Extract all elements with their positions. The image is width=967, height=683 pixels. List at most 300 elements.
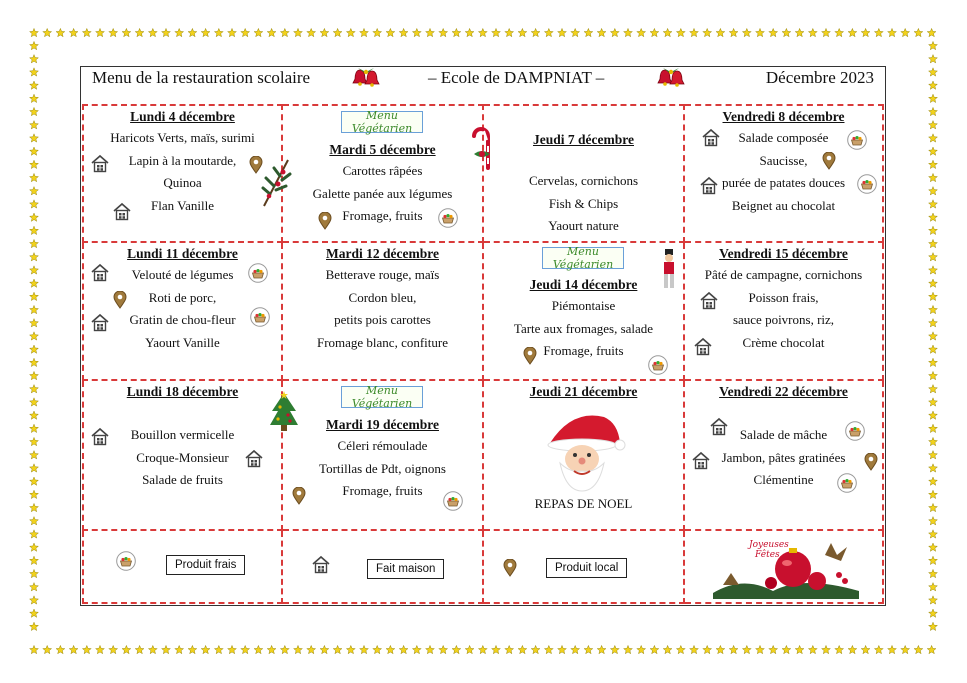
star-icon bbox=[412, 28, 421, 36]
star-icon bbox=[531, 645, 540, 653]
star-icon bbox=[505, 28, 514, 36]
star-icon bbox=[254, 645, 263, 653]
star-icon bbox=[729, 645, 738, 653]
star-icon bbox=[782, 645, 791, 653]
star-icon bbox=[30, 411, 39, 419]
menu-item: Yaourt nature bbox=[548, 218, 619, 233]
cell-vendredi-15 bbox=[685, 243, 884, 381]
star-icon bbox=[30, 477, 39, 485]
star-icon bbox=[307, 645, 316, 653]
star-icon bbox=[929, 41, 938, 49]
menu-item: Fish & Chips bbox=[548, 195, 619, 211]
star-icon bbox=[650, 28, 659, 36]
candy-cane-icon bbox=[466, 124, 504, 172]
greeting-cell bbox=[685, 531, 884, 604]
star-icon bbox=[175, 645, 184, 653]
menu-item: Saucisse, bbox=[759, 152, 808, 168]
star-icon bbox=[637, 28, 646, 36]
star-icon bbox=[703, 28, 712, 36]
star-icon bbox=[929, 200, 938, 208]
menu-item: Fromage, fruits bbox=[342, 208, 423, 223]
star-icon bbox=[294, 28, 303, 36]
star-icon bbox=[30, 41, 39, 49]
menu-item: Fromage, fruits bbox=[543, 343, 624, 358]
day-title: Mardi 5 décembre bbox=[329, 142, 436, 157]
location-pin-icon bbox=[821, 152, 837, 170]
menu-item: Céleri rémoulade bbox=[337, 438, 428, 453]
star-icon bbox=[929, 187, 938, 195]
menu-item: Beignet au chocolat bbox=[731, 197, 836, 213]
star-icon bbox=[624, 645, 633, 653]
star-icon bbox=[56, 645, 65, 653]
legend-local-label: Produit local bbox=[546, 558, 627, 578]
star-icon bbox=[929, 451, 938, 459]
star-icon bbox=[808, 28, 817, 36]
star-icon bbox=[929, 345, 938, 353]
house-icon bbox=[701, 128, 721, 148]
star-icon bbox=[30, 490, 39, 498]
star-icon bbox=[610, 28, 619, 36]
menu-item: Poisson frais, bbox=[748, 289, 819, 305]
menu-item: Cervelas, cornichons bbox=[528, 173, 639, 188]
menu-item: Tortillas de Pdt, oignons bbox=[319, 460, 446, 476]
star-icon bbox=[30, 622, 39, 630]
basket-icon bbox=[648, 355, 668, 375]
day-title: Lundi 18 décembre bbox=[126, 384, 239, 399]
menu-item: Galette panée aux légumes bbox=[312, 185, 453, 201]
star-icon bbox=[929, 477, 938, 485]
menu-item: Betterave rouge, maïs bbox=[325, 267, 440, 282]
star-icon bbox=[30, 121, 39, 129]
star-icon bbox=[267, 645, 276, 653]
house-icon bbox=[112, 202, 132, 222]
star-icon bbox=[241, 645, 250, 653]
star-icon bbox=[703, 645, 712, 653]
house-icon bbox=[699, 291, 719, 311]
star-icon bbox=[30, 609, 39, 617]
star-icon bbox=[929, 556, 938, 564]
star-icon bbox=[43, 645, 52, 653]
star-icon bbox=[465, 28, 474, 36]
star-icon bbox=[690, 645, 699, 653]
star-icon bbox=[929, 411, 938, 419]
day-title: Mardi 12 décembre bbox=[326, 246, 439, 261]
star-icon bbox=[30, 160, 39, 168]
star-icon bbox=[30, 279, 39, 287]
star-icon bbox=[584, 645, 593, 653]
menu-item: Salade de fruits bbox=[142, 472, 223, 487]
menu-item: Fromage blanc, confiture bbox=[316, 334, 449, 350]
star-icon bbox=[929, 94, 938, 102]
star-icon bbox=[929, 226, 938, 234]
star-icon bbox=[320, 645, 329, 653]
house-icon bbox=[699, 176, 719, 196]
star-icon bbox=[929, 319, 938, 327]
basket-icon bbox=[443, 491, 463, 511]
star-icon bbox=[135, 28, 144, 36]
cell-lundi-11 bbox=[82, 243, 283, 381]
star-icon bbox=[30, 596, 39, 604]
star-icon bbox=[518, 28, 527, 36]
star-icon bbox=[201, 28, 210, 36]
location-pin-icon bbox=[522, 347, 538, 365]
star-icon bbox=[30, 266, 39, 274]
star-icon bbox=[228, 28, 237, 36]
star-icon bbox=[162, 645, 171, 653]
star-icon bbox=[360, 28, 369, 36]
star-icon bbox=[30, 345, 39, 353]
legend-fresh bbox=[82, 531, 283, 604]
greeting-line-1: Joyeuses bbox=[749, 540, 789, 550]
location-pin-icon bbox=[863, 453, 879, 471]
star-icon bbox=[929, 279, 938, 287]
star-icon bbox=[69, 28, 78, 36]
house-icon bbox=[693, 337, 713, 357]
star-icon bbox=[135, 645, 144, 653]
star-icon bbox=[676, 28, 685, 36]
star-icon bbox=[426, 28, 435, 36]
menu-item: Jambon, pâtes gratinées bbox=[721, 449, 846, 465]
menu-header bbox=[80, 66, 886, 102]
day-title: Jeudi 14 décembre bbox=[529, 277, 638, 292]
menu-item: Croque-Monsieur bbox=[136, 449, 229, 465]
star-icon bbox=[214, 28, 223, 36]
star-icon bbox=[929, 332, 938, 340]
star-icon bbox=[30, 583, 39, 591]
menu-item: purée de patates douces bbox=[721, 175, 846, 190]
menu-item: Yaourt Vanille bbox=[145, 334, 220, 350]
star-icon bbox=[30, 253, 39, 261]
star-icon bbox=[465, 645, 474, 653]
menu-item: Velouté de légumes bbox=[131, 267, 234, 282]
star-icon bbox=[320, 28, 329, 36]
star-icon bbox=[30, 213, 39, 221]
day-title: Jeudi 7 décembre bbox=[533, 132, 634, 147]
star-icon bbox=[782, 28, 791, 36]
star-icon bbox=[452, 28, 461, 36]
star-icon bbox=[929, 107, 938, 115]
star-icon bbox=[82, 28, 91, 36]
star-icon bbox=[795, 645, 804, 653]
star-icon bbox=[30, 94, 39, 102]
star-icon bbox=[929, 292, 938, 300]
star-icon bbox=[373, 28, 382, 36]
star-icon bbox=[874, 645, 883, 653]
star-icon bbox=[30, 332, 39, 340]
star-icon bbox=[122, 645, 131, 653]
star-icon bbox=[96, 28, 105, 36]
cell-vendredi-8 bbox=[685, 104, 884, 243]
star-icon bbox=[901, 645, 910, 653]
cell-jeudi-7 bbox=[484, 104, 685, 243]
star-icon bbox=[929, 569, 938, 577]
day-title: Vendredi 8 décembre bbox=[722, 109, 845, 124]
star-icon bbox=[30, 28, 39, 36]
basket-icon bbox=[837, 473, 857, 493]
menu-item: Haricots Verts, maïs, surimi bbox=[110, 130, 255, 145]
star-icon bbox=[426, 645, 435, 653]
star-icon bbox=[888, 645, 897, 653]
star-icon bbox=[109, 645, 118, 653]
star-icon bbox=[929, 385, 938, 393]
star-icon bbox=[478, 645, 487, 653]
star-icon bbox=[30, 645, 39, 653]
star-icon bbox=[756, 645, 765, 653]
star-icon bbox=[929, 622, 938, 630]
star-icon bbox=[929, 530, 938, 538]
star-icon bbox=[518, 645, 527, 653]
star-icon bbox=[30, 107, 39, 115]
star-icon bbox=[929, 583, 938, 591]
star-icon bbox=[399, 645, 408, 653]
star-icon bbox=[56, 28, 65, 36]
star-icon bbox=[346, 28, 355, 36]
star-icon bbox=[30, 147, 39, 155]
star-icon bbox=[399, 28, 408, 36]
day-title: Lundi 11 décembre bbox=[127, 246, 238, 261]
star-icon bbox=[30, 556, 39, 564]
star-icon bbox=[82, 645, 91, 653]
star-icon bbox=[929, 358, 938, 366]
vegetarian-badge: Menu Végétarien bbox=[341, 111, 423, 133]
star-icon bbox=[30, 424, 39, 432]
star-icon bbox=[822, 28, 831, 36]
house-icon bbox=[244, 449, 264, 469]
star-icon bbox=[280, 28, 289, 36]
legend-local bbox=[484, 531, 685, 604]
star-icon bbox=[439, 645, 448, 653]
star-icon bbox=[30, 187, 39, 195]
star-icon bbox=[228, 645, 237, 653]
star-icon bbox=[30, 371, 39, 379]
menu-item: Clémentine bbox=[753, 472, 814, 487]
star-icon bbox=[637, 645, 646, 653]
star-icon bbox=[558, 645, 567, 653]
star-icon bbox=[30, 530, 39, 538]
star-icon bbox=[373, 645, 382, 653]
star-icon bbox=[888, 28, 897, 36]
menu-grid bbox=[82, 104, 884, 604]
star-icon bbox=[492, 28, 501, 36]
star-icon bbox=[30, 200, 39, 208]
house-icon bbox=[90, 313, 110, 333]
star-icon bbox=[386, 645, 395, 653]
menu-item: sauce poivrons, riz, bbox=[732, 312, 835, 327]
star-icon bbox=[848, 645, 857, 653]
basket-icon bbox=[857, 174, 877, 194]
star-icon bbox=[571, 28, 580, 36]
menu-item: Crème chocolat bbox=[742, 334, 825, 350]
menu-item: Gratin de chou-fleur bbox=[129, 312, 236, 327]
star-icon bbox=[360, 645, 369, 653]
star-icon bbox=[30, 134, 39, 142]
star-icon bbox=[148, 28, 157, 36]
star-icon bbox=[241, 28, 250, 36]
star-icon bbox=[929, 239, 938, 247]
cell-vendredi-22 bbox=[685, 381, 884, 531]
cell-mardi-12 bbox=[283, 243, 484, 381]
star-icon bbox=[848, 28, 857, 36]
star-icon bbox=[254, 28, 263, 36]
star-icon bbox=[929, 490, 938, 498]
star-icon bbox=[69, 645, 78, 653]
menu-item: Lapin à la moutarde, bbox=[128, 152, 237, 168]
star-icon bbox=[929, 160, 938, 168]
star-icon bbox=[478, 28, 487, 36]
cell-lundi-18 bbox=[82, 381, 283, 531]
menu-item: petits pois carottes bbox=[334, 312, 431, 327]
menu-title: Menu de la restauration scolaire bbox=[92, 68, 311, 87]
star-icon bbox=[267, 28, 276, 36]
school-name: – Ecole de DAMPNIAT – bbox=[428, 68, 605, 87]
star-icon bbox=[452, 645, 461, 653]
star-icon bbox=[929, 213, 938, 221]
star-icon bbox=[333, 645, 342, 653]
star-icon bbox=[30, 569, 39, 577]
star-icon bbox=[929, 398, 938, 406]
star-icon bbox=[929, 253, 938, 261]
star-icon bbox=[624, 28, 633, 36]
star-icon bbox=[558, 28, 567, 36]
star-icon bbox=[929, 81, 938, 89]
star-icon bbox=[929, 173, 938, 181]
basket-icon bbox=[116, 551, 136, 571]
star-icon bbox=[30, 358, 39, 366]
menu-item: Pâté de campagne, cornichons bbox=[704, 267, 863, 282]
menu-item: Roti de porc, bbox=[148, 289, 217, 305]
star-icon bbox=[929, 371, 938, 379]
star-icon bbox=[531, 28, 540, 36]
location-pin-icon bbox=[502, 559, 518, 577]
legend-homemade bbox=[283, 531, 484, 604]
star-icon bbox=[96, 645, 105, 653]
star-icon bbox=[929, 147, 938, 155]
santa-icon bbox=[542, 409, 626, 493]
star-icon bbox=[795, 28, 804, 36]
star-icon bbox=[584, 28, 593, 36]
vegetarian-badge: Menu Végétarien bbox=[542, 247, 624, 269]
star-icon bbox=[294, 645, 303, 653]
star-icon bbox=[769, 645, 778, 653]
star-icon bbox=[280, 645, 289, 653]
location-pin-icon bbox=[291, 487, 307, 505]
star-icon bbox=[835, 28, 844, 36]
star-icon bbox=[676, 645, 685, 653]
star-icon bbox=[690, 28, 699, 36]
star-icon bbox=[30, 385, 39, 393]
cell-jeudi-14 bbox=[484, 243, 685, 381]
day-title: Mardi 19 décembre bbox=[326, 417, 439, 432]
menu-item: Piémontaise bbox=[551, 298, 616, 313]
menu-item: Fromage, fruits bbox=[342, 483, 423, 498]
star-icon bbox=[929, 121, 938, 129]
star-icon bbox=[769, 28, 778, 36]
star-icon bbox=[929, 517, 938, 525]
star-icon bbox=[929, 596, 938, 604]
star-icon bbox=[929, 266, 938, 274]
star-icon bbox=[175, 28, 184, 36]
menu-item: Salade de mâche bbox=[739, 427, 828, 442]
star-icon bbox=[929, 464, 938, 472]
nutcracker-icon bbox=[660, 249, 678, 291]
star-icon bbox=[929, 424, 938, 432]
star-icon bbox=[30, 292, 39, 300]
menu-item: Tarte aux fromages, salade bbox=[513, 320, 654, 336]
day-title: Lundi 4 décembre bbox=[130, 109, 235, 124]
basket-icon bbox=[248, 263, 268, 283]
star-icon bbox=[505, 645, 514, 653]
menu-item: Quinoa bbox=[163, 175, 202, 190]
basket-icon bbox=[845, 421, 865, 441]
star-icon bbox=[346, 645, 355, 653]
star-icon bbox=[188, 645, 197, 653]
star-icon bbox=[30, 226, 39, 234]
star-icon bbox=[927, 28, 936, 36]
day-title: Jeudi 21 décembre bbox=[529, 384, 638, 399]
star-icon bbox=[597, 28, 606, 36]
vegetarian-badge: Menu Végétarien bbox=[341, 386, 423, 408]
house-icon bbox=[311, 555, 331, 575]
star-icon bbox=[874, 28, 883, 36]
star-icon bbox=[929, 55, 938, 63]
christmas-bells-icon bbox=[352, 68, 382, 102]
star-icon bbox=[30, 464, 39, 472]
star-icon bbox=[571, 645, 580, 653]
star-icon bbox=[30, 517, 39, 525]
greeting-line-2: Fêtes bbox=[755, 550, 780, 560]
cell-mardi-5 bbox=[283, 104, 484, 243]
star-icon bbox=[30, 173, 39, 181]
star-icon bbox=[30, 55, 39, 63]
star-icon bbox=[901, 28, 910, 36]
star-icon bbox=[742, 645, 751, 653]
star-icon bbox=[30, 398, 39, 406]
house-icon bbox=[691, 451, 711, 471]
cell-jeudi-21 bbox=[484, 381, 685, 531]
house-icon bbox=[90, 263, 110, 283]
star-icon bbox=[927, 645, 936, 653]
star-icon bbox=[201, 645, 210, 653]
location-pin-icon bbox=[317, 212, 333, 230]
star-icon bbox=[333, 28, 342, 36]
star-icon bbox=[30, 305, 39, 313]
star-icon bbox=[808, 645, 817, 653]
star-icon bbox=[307, 28, 316, 36]
star-icon bbox=[30, 239, 39, 247]
christmas-bells-icon bbox=[657, 68, 687, 102]
star-icon bbox=[929, 543, 938, 551]
star-icon bbox=[544, 28, 553, 36]
location-pin-icon bbox=[112, 291, 128, 309]
star-icon bbox=[30, 543, 39, 551]
star-icon bbox=[492, 645, 501, 653]
star-icon bbox=[929, 134, 938, 142]
legend-homemade-label: Fait maison bbox=[367, 559, 444, 579]
cell-lundi-4 bbox=[82, 104, 283, 243]
star-icon bbox=[929, 503, 938, 511]
star-icon bbox=[663, 645, 672, 653]
star-icon bbox=[122, 28, 131, 36]
star-icon bbox=[162, 28, 171, 36]
christmas-meal: REPAS DE NOEL bbox=[534, 496, 633, 511]
basket-icon bbox=[250, 307, 270, 327]
star-icon bbox=[544, 645, 553, 653]
star-icon bbox=[148, 645, 157, 653]
legend-fresh-label: Produit frais bbox=[166, 555, 245, 575]
star-icon bbox=[914, 645, 923, 653]
basket-icon bbox=[438, 208, 458, 228]
star-icon bbox=[929, 609, 938, 617]
